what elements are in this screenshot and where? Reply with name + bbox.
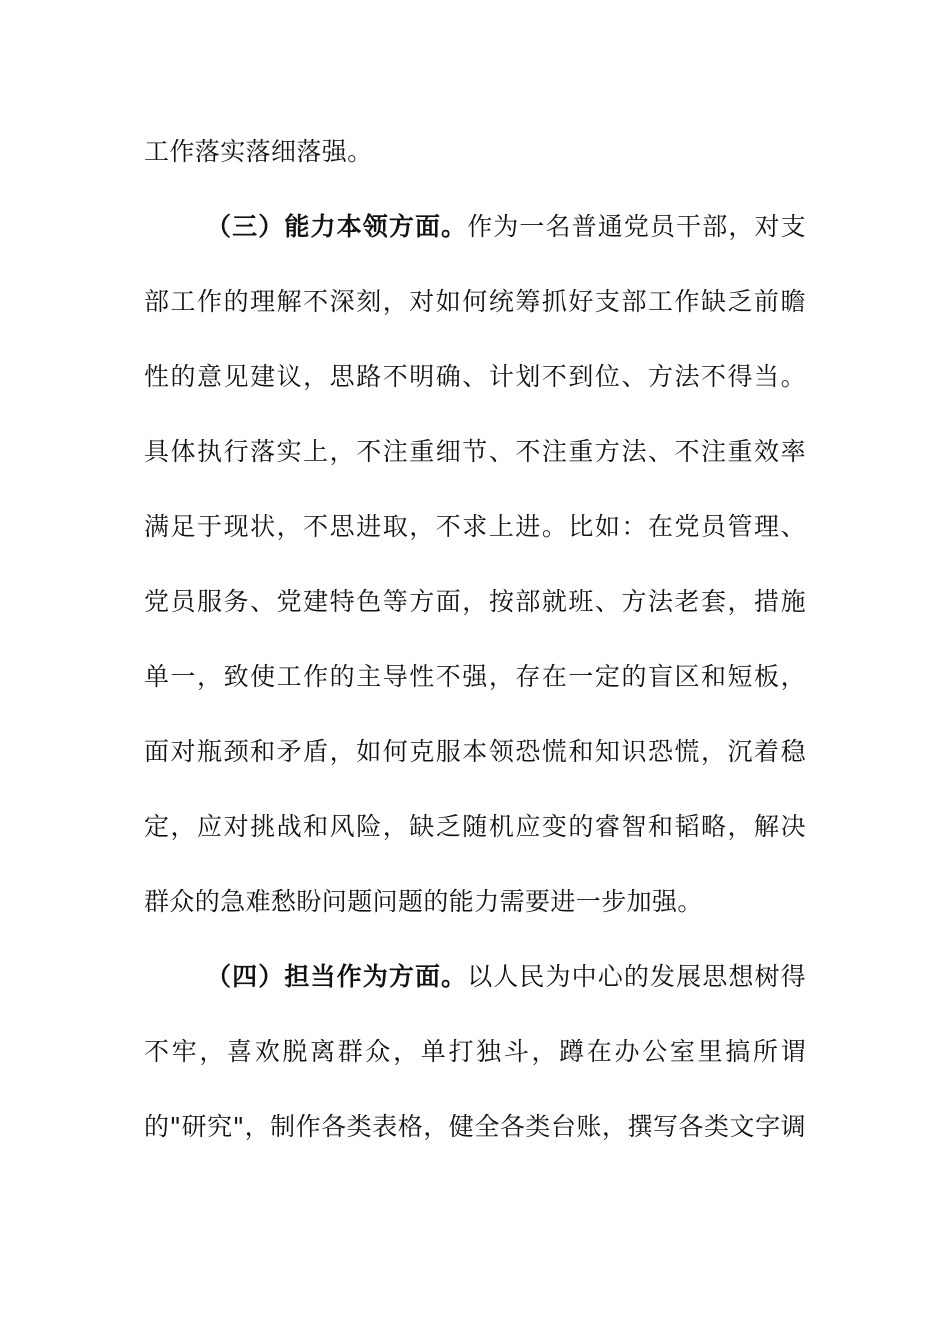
text-span: 工作落实落细落强。 [144, 137, 373, 166]
text-span: 的"研究"，制作各类表格，健全各类台账，撰写各类文字调 [144, 1112, 806, 1141]
text-span: 以人民为中心的发展思想树得 [467, 962, 806, 991]
section3-line [144, 652, 806, 727]
text-span: 不牢，喜欢脱离群众，单打独斗，蹲在办公室里搞所谓 [144, 1037, 806, 1066]
text-span: 定，应对挑战和风险，缺乏随机应变的睿智和韬略，解决 [144, 812, 806, 841]
section3-first-line [144, 202, 806, 277]
section4-line [144, 1102, 806, 1177]
section4-heading: （四）担当作为方面。 [206, 962, 468, 991]
section4-line [144, 1027, 806, 1102]
text-span: 满足于现状，不思进取，不求上进。比如：在党员管理、 [144, 512, 806, 541]
body-text [144, 127, 806, 1177]
text-span: 面对瓶颈和矛盾，如何克服本领恐慌和知识恐慌，沉着稳 [144, 737, 806, 766]
text-span: 党员服务、党建特色等方面，按部就班、方法老套，措施 [144, 587, 806, 616]
text-span: 部工作的理解不深刻，对如何统筹抓好支部工作缺乏前瞻 [144, 287, 806, 316]
section3-line [144, 577, 806, 652]
section3-heading: （三）能力本领方面。 [206, 212, 468, 241]
section3-line [144, 352, 806, 427]
text-span: 性的意见建议，思路不明确、计划不到位、方法不得当。 [144, 362, 806, 391]
section3-line [144, 427, 806, 502]
section3-line [144, 802, 806, 877]
text-span: 单一，致使工作的主导性不强，存在一定的盲区和短板， [144, 662, 806, 691]
section3-line [144, 277, 806, 352]
paragraph-continuation-line [144, 127, 806, 202]
text-span: 群众的急难愁盼问题问题的能力需要进一步加强。 [144, 887, 703, 916]
section4-first-line [144, 952, 806, 1027]
text-span: 具体执行落实上，不注重细节、不注重方法、不注重效率 [144, 437, 806, 466]
section3-line [144, 877, 806, 952]
text-span: 作为一名普通党员干部，对支 [467, 212, 806, 241]
section3-line [144, 727, 806, 802]
section3-line [144, 502, 806, 577]
